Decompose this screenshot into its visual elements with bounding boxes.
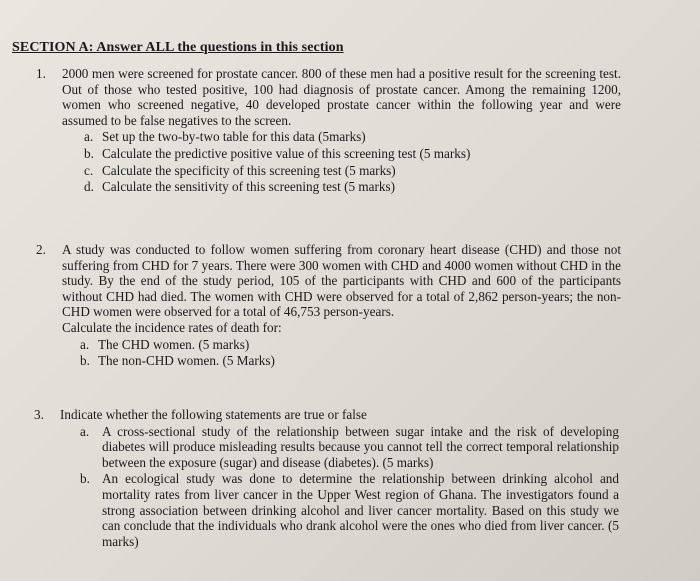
question-number: 3. — [34, 407, 44, 422]
part-text: A cross-sectional study of the relationship between sugar intake and the risk of developing diabetes will produce misleading results because you cannot tell the correct temporal relationship between the exposure (sugar) and disease (diabetes). (5 marks) — [102, 423, 619, 470]
question-3 — [34, 407, 619, 549]
question-text: Indicate whether the following statements are true or false — [60, 407, 367, 422]
part-label: a. — [84, 129, 94, 145]
part-label: a. — [80, 336, 90, 352]
part-label: c. — [84, 162, 94, 178]
question-parts — [84, 129, 621, 194]
part-label: b. — [80, 471, 90, 487]
question-1 — [36, 66, 621, 195]
question-part — [80, 471, 619, 549]
part-text: Calculate the sensitivity of this screening test (5 marks) — [102, 179, 395, 195]
part-text: The non-CHD women. (5 Marks) — [98, 353, 275, 369]
part-text: Calculate the specificity of this screening test (5 marks) — [102, 162, 396, 178]
part-label: b. — [80, 353, 90, 369]
part-label: b. — [84, 145, 94, 161]
section-title: SECTION A: Answer ALL the questions in this section — [12, 40, 344, 55]
question-part — [84, 129, 621, 145]
question-part — [84, 163, 621, 179]
question-part — [84, 179, 621, 195]
question-part — [80, 353, 621, 369]
part-text: The CHD women. (5 marks) — [98, 336, 250, 352]
question-part — [80, 424, 619, 471]
part-text: Calculate the predictive positive value of this screening test (5 marks) — [102, 145, 471, 161]
question-parts — [80, 337, 621, 369]
question-2 — [36, 242, 621, 369]
question-part — [84, 146, 621, 162]
question-prompt: Calculate the incidence rates of death for: — [62, 319, 282, 335]
question-part — [80, 337, 621, 353]
part-text: Set up the two-by-two table for this data (5marks) — [102, 129, 366, 145]
part-label: d. — [84, 179, 94, 195]
question-number: 1. — [36, 66, 46, 81]
question-number: 2. — [36, 242, 46, 257]
question-text: A study was conducted to follow women suffering from coronary heart disease (CHD) and those not suffering from CHD for 7 years. There were 300 women with CHD and 4000 women without CHD in the study. By the end of the study period, 105 of the participants with CHD and 600 of the participants without CHD had died. The women with CHD were observed for a total of 2,862 person-years; the non-CHD women were observed for a total of 46,753 person-years. — [62, 242, 621, 320]
part-label: a. — [80, 423, 90, 439]
part-text: An ecological study was done to determine the relationship between drinking alcohol and mortality rates from liver cancer in the Upper West region of Ghana. The investigators found a strong association between drinking alcohol and liver cancer mortality. Based on this study we can conclude that the individuals who drank alcohol were the ones who died from liver cancer. (5 marks) — [102, 471, 619, 549]
question-parts — [80, 424, 619, 550]
question-text: 2000 men were screened for prostate cancer. 800 of these men had a positive result for the screening test. Out of those who tested positive, 100 had diagnosis of prostate cancer. Among the remaining 1200, women who screened negative, 40 developed prostate cancer within the following year and were assumed to be false negatives to the screen. — [62, 66, 621, 128]
